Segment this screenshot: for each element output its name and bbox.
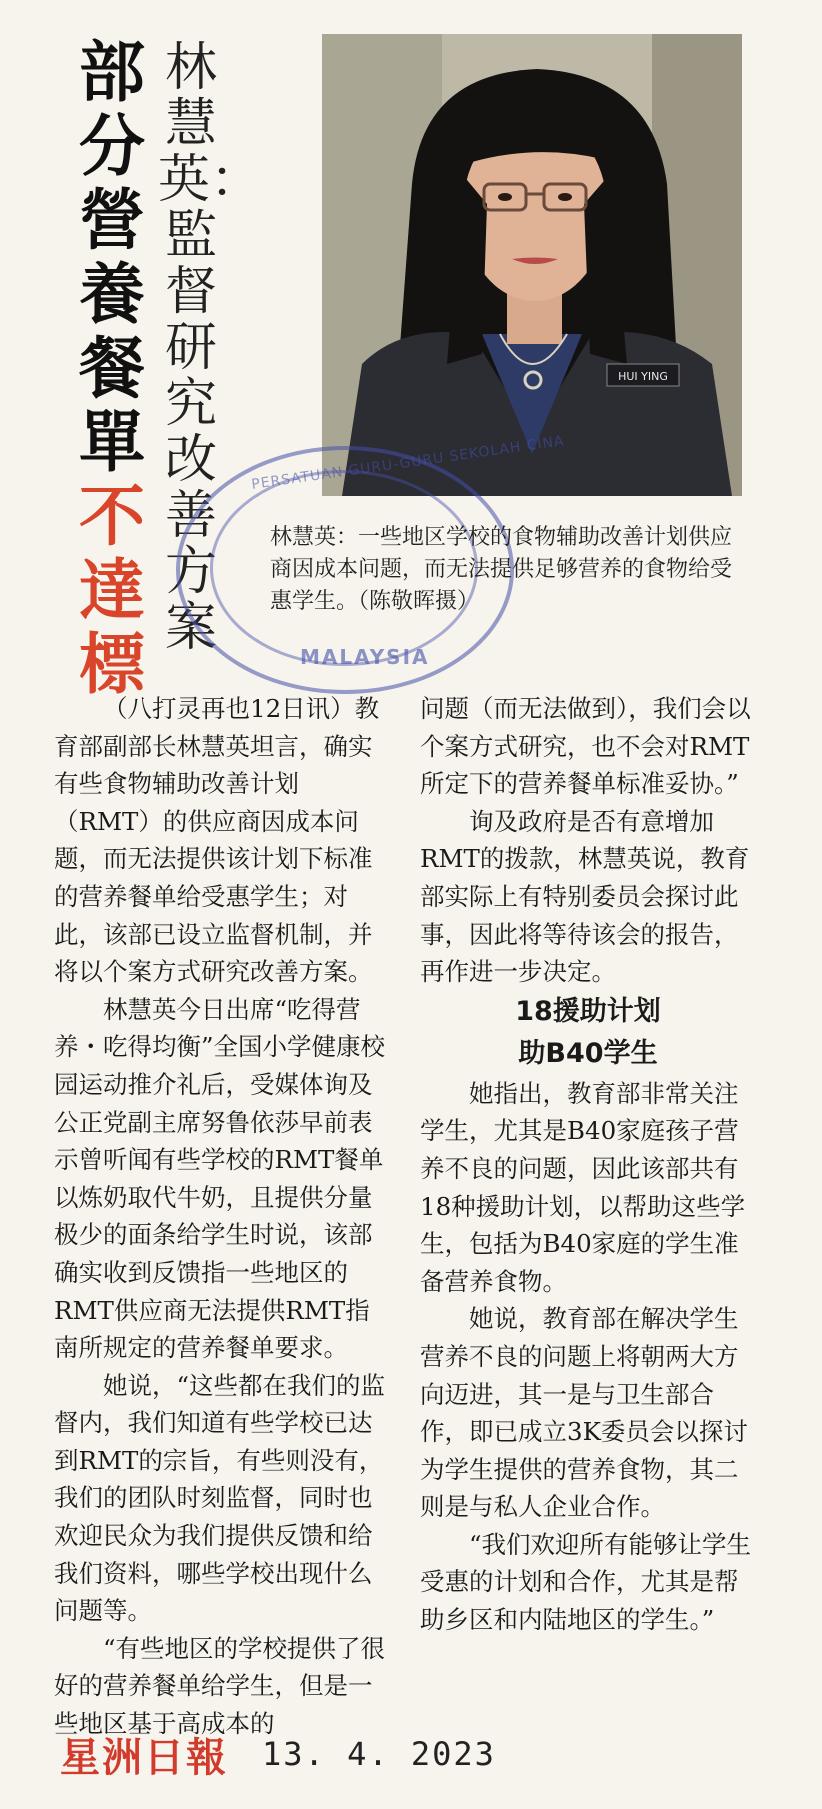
- portrait-photo: [322, 34, 742, 496]
- section-subheading-line2: 助B40学生: [518, 1037, 658, 1069]
- stamp-bottom-text: MALAYSIA: [300, 645, 430, 669]
- subheadline-line2: 監督研究改善方案: [164, 206, 217, 658]
- article-paragraph: 询及政府是否有意增加RMT的拨款，林慧英说，教育部实际上有特别委员会探讨此事，因此将等待该会的报告，再作进一步决定。: [420, 806, 750, 987]
- name-tag-text: HUI YING: [618, 370, 668, 383]
- article-paragraph: 林慧英今日出席“吃得营养・吃得均衡”全国小学健康校园运动推介礼后，受媒体询及公正党副主席努鲁依莎早前表示曾听闻有些学校的RMT餐单以炼奶取代牛奶，且提供分量极少的面条给学生时说，该部确实收到反馈指一些地区的RMT供应商无法提供RMT指南所规定的营养餐单要求。: [54, 994, 386, 1363]
- article-paragraph: （八打灵再也12日讯）教育部副部长林慧英坦言，确实有些食物辅助改善计划（RMT）的供应商因成本问题，而无法提供该计划下标准的营养餐单给受惠学生；对此，该部已设立监督机制，并将以个案方式研究改善方案。: [54, 694, 380, 987]
- article-paragraph: 她说，教育部在解决学生营养不良的问题上将朝两大方向迈进，其一是与卫生部合作，即已成立3K委员会以探讨为学生提供的营养食物，其二则是与私人企业合作。: [420, 1304, 748, 1522]
- article-paragraph: 她说，“这些都在我们的监督内，我们知道有些学校已达到RMT的宗旨，有些则没有，我们的团队时刻监督，同时也欢迎民众为我们提供反馈和给我们资料，哪些学校出现什么问题等。: [54, 1370, 386, 1626]
- stamp-top-text: PERSATUAN GURU-GURU SEKOLAH CINA: [250, 433, 566, 493]
- article-paragraph: “有些地区的学校提供了很好的营养餐单给学生，但是一些地区基于高成本的: [54, 1633, 386, 1739]
- section-subheading-line1: 18援助计划: [515, 995, 661, 1027]
- article-right-column: [420, 690, 756, 1639]
- headline-part1: 部分營養餐單: [79, 34, 145, 481]
- headline-part2: 不達標: [79, 478, 145, 703]
- article-paragraph: 她指出，教育部非常关注学生，尤其是B40家庭孩子营养不良的问题，因此该部共有18种援助计划，以帮助这些学生，包括为B40家庭的学生准备营养食物。: [420, 1078, 746, 1296]
- article-left-column: [54, 690, 390, 1743]
- newspaper-name: 星洲日報: [60, 1733, 228, 1781]
- headline: [72, 36, 152, 702]
- portrait-illustration: [322, 34, 742, 496]
- publication-date: 13. 4. 2023: [262, 1735, 496, 1773]
- article-paragraph-continued: 问题（而无法做到），我们会以个案方式研究，也不会对RMT所定下的营养餐单标准妥协。”: [420, 694, 751, 799]
- section-subheading: [420, 991, 756, 1075]
- photo-caption: 林慧英：一些地区学校的食物辅助改善计划供应商因成本问题，而无法提供足够营养的食物给受惠学生。（陈敬晖摄）: [270, 525, 733, 614]
- article-paragraph: “我们欢迎所有能够让学生受惠的计划和合作，尤其是帮助乡区和内陆地区的学生。”: [420, 1529, 752, 1635]
- publication-footer: [60, 1724, 496, 1784]
- subheadline-line1: 林慧英：: [158, 38, 263, 210]
